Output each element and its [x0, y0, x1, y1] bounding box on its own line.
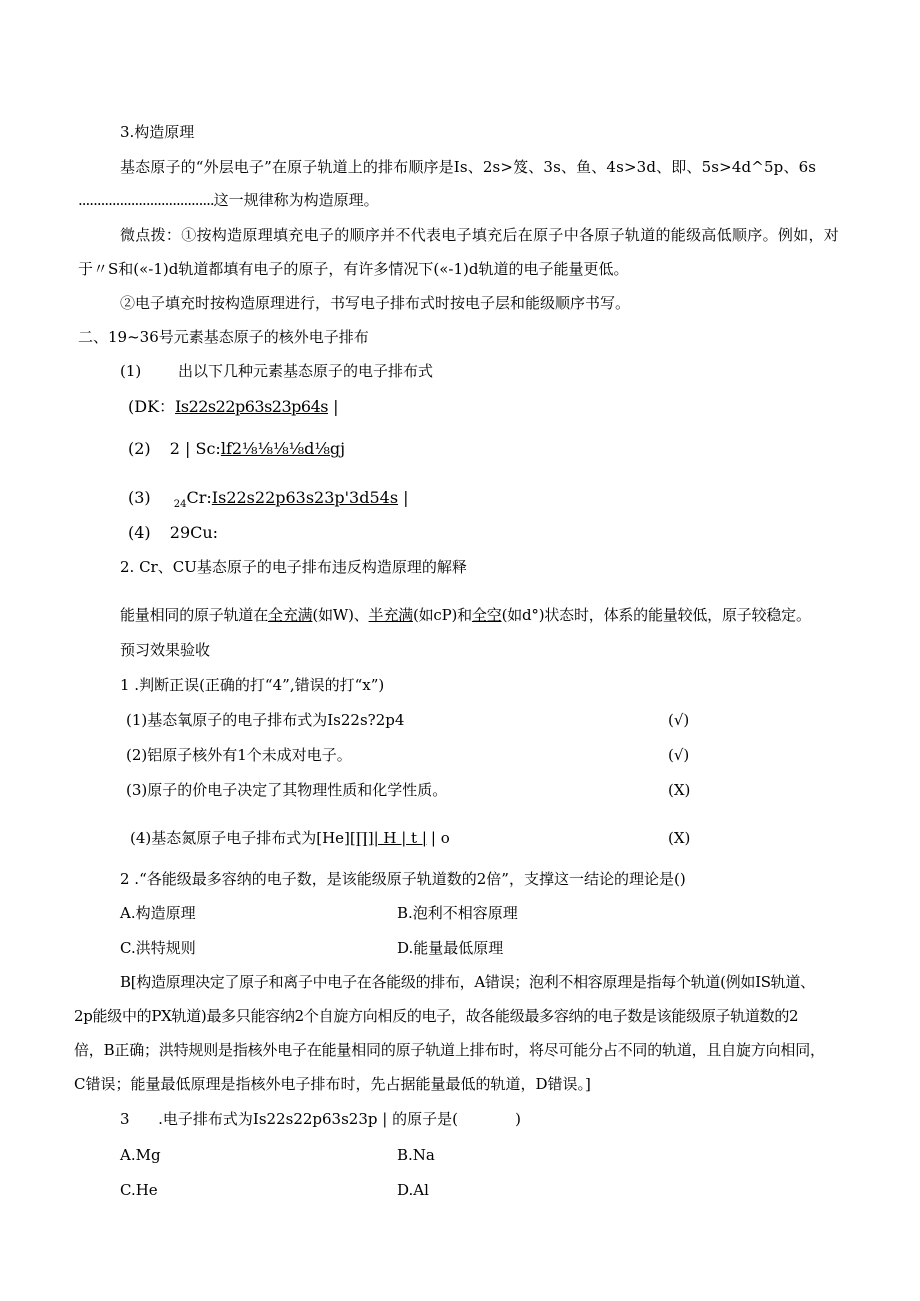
config-line-2 — [128, 439, 345, 459]
config-formula: lf2⅛⅛⅛⅛d⅛gj — [220, 439, 346, 458]
judgement-3: (3)原子的价电子决定了其物理性质和化学性质。 — [126, 781, 448, 799]
fill-dots: .................................... — [78, 191, 214, 209]
config-end: | — [403, 488, 409, 507]
energy-text-c: (如cP)和 — [412, 606, 472, 624]
judgement-text-end: | o — [430, 829, 450, 847]
energy-text-b: (如W)、 — [312, 606, 369, 624]
section-title: 3.构造原理 — [120, 123, 195, 141]
atomic-number: 24 — [173, 499, 187, 511]
question-number: (1) — [120, 362, 142, 380]
judgement-4 — [130, 828, 450, 848]
question-1 — [120, 361, 433, 381]
judgement-mark-3: (X) — [668, 781, 691, 799]
full-filled: 全充满 — [268, 606, 313, 624]
config-prefix: Cr: — [186, 488, 212, 507]
preview-heading: 预习效果验收 — [120, 641, 211, 659]
tip-paragraph-cont: 于〃S和(«-1)d轨道都填有电子的原子，有许多情况下(«-1)d轨道的电子能量更低。 — [78, 260, 629, 278]
tip-paragraph: 微点拨：①按构造原理填充电子的顺序并不代表电子填充后在原子中各原子轨道的能级高低顺序。例如，对 — [120, 226, 840, 244]
judgement-2: (2)铝原子核外有1个未成对电子。 — [126, 746, 352, 764]
config-text: 29Cu: — [169, 523, 219, 542]
q3-option-a: A.Mg — [120, 1146, 161, 1164]
config-number: (4) — [128, 523, 151, 542]
judgement-1: (1)基态氧原子的电子排布式为Is22s?2p4 — [126, 711, 405, 729]
judgement-mark-2: (√) — [668, 746, 690, 764]
config-formula: Is22s22p63s23p64s — [175, 397, 328, 416]
explanation-line-3: 倍，B正确；洪特规则是指核外电子在能量相同的原子轨道上排布时，将尽可能分占不同的轨道，且自旋方向相同， — [74, 1041, 825, 1059]
config-end: | — [333, 397, 339, 416]
config-number: (3) — [128, 488, 151, 507]
config-line-1 — [128, 397, 338, 417]
explanation-line-2: 2p能级中的PX轨道)最多只能容纳2个自旋方向相反的电子，故各能级最多容纳的电子数是该能级原子轨道数的2 — [74, 1007, 799, 1025]
option-c: C.洪特规则 — [120, 939, 196, 957]
option-a: A.构造原理 — [120, 904, 196, 922]
paragraph-order-end: 这一规律称为构造原理。 — [213, 191, 379, 209]
explanation-line-1: B[构造原理决定了原子和离子中电子在各能级的排布，A错误；泡利不相容原理是指每个轨道(例如IS轨道、 — [120, 973, 815, 991]
judgement-text: (4)基态氮原子电子排布式为[He][∏] — [130, 829, 374, 847]
empty-orbital: 全空 — [471, 606, 502, 624]
question-3-title: 3 .电子排布式为Is22s22p63s23p | 的原子是( ) — [120, 1110, 522, 1128]
q3-option-b: B.Na — [397, 1146, 435, 1164]
option-b: B.泡利不相容原理 — [397, 904, 518, 922]
energy-text-a: 能量相同的原子轨道在 — [120, 606, 269, 624]
q3-option-c: C.He — [120, 1181, 158, 1199]
config-line-3 — [128, 488, 409, 515]
half-filled: 半充满 — [368, 606, 413, 624]
section-heading: 二、19~36号元素基态原子的核外电子排布 — [78, 328, 369, 346]
question-text: 出以下几种元素基态原子的电子排布式 — [178, 362, 434, 380]
config-prefix: (DK： — [128, 397, 176, 416]
explanation-line-4: C错误；能量最低原理是指核外电子排布时，先占据能量最低的轨道，D错误。] — [74, 1075, 591, 1093]
config-prefix: 2 | Sc: — [169, 439, 221, 458]
option-d: D.能量最低原理 — [397, 939, 504, 957]
config-formula: Is22s22p63s23p'3d54s — [211, 488, 399, 507]
question-2: 2. Cr、CU基态原子的电子排布违反构造原理的解释 — [120, 558, 467, 576]
paragraph-order: 基态原子的“外层电子”在原子轨道上的排布顺序是Is、2s>笈、3s、鱼、4s>3d、即、5s>4d^5p、6s — [120, 158, 817, 176]
config-line-4 — [128, 523, 218, 543]
tip-paragraph-2: ②电子填充时按构造原理进行，书写电子排布式时按电子层和能级顺序书写。 — [120, 294, 631, 312]
paragraph-order-cont — [78, 190, 379, 210]
judge-question-title: 1 .判断正误(正确的打“4”,错误的打“x”) — [120, 676, 385, 694]
energy-text-d: (如d°)状态时，体系的能量较低，原子较稳定。 — [501, 606, 811, 624]
judgement-mark-1: (√) — [668, 711, 690, 729]
config-number: (2) — [128, 439, 151, 458]
orbital-diagram: | H | t | — [373, 829, 427, 847]
question-2-title: 2 .“各能级最多容纳的电子数，是该能级原子轨道数的2倍”，支撑这一结论的理论是() — [120, 870, 686, 888]
energy-paragraph — [120, 605, 811, 625]
q3-option-d: D.Al — [397, 1181, 429, 1199]
judgement-mark-4: (X) — [668, 829, 691, 847]
